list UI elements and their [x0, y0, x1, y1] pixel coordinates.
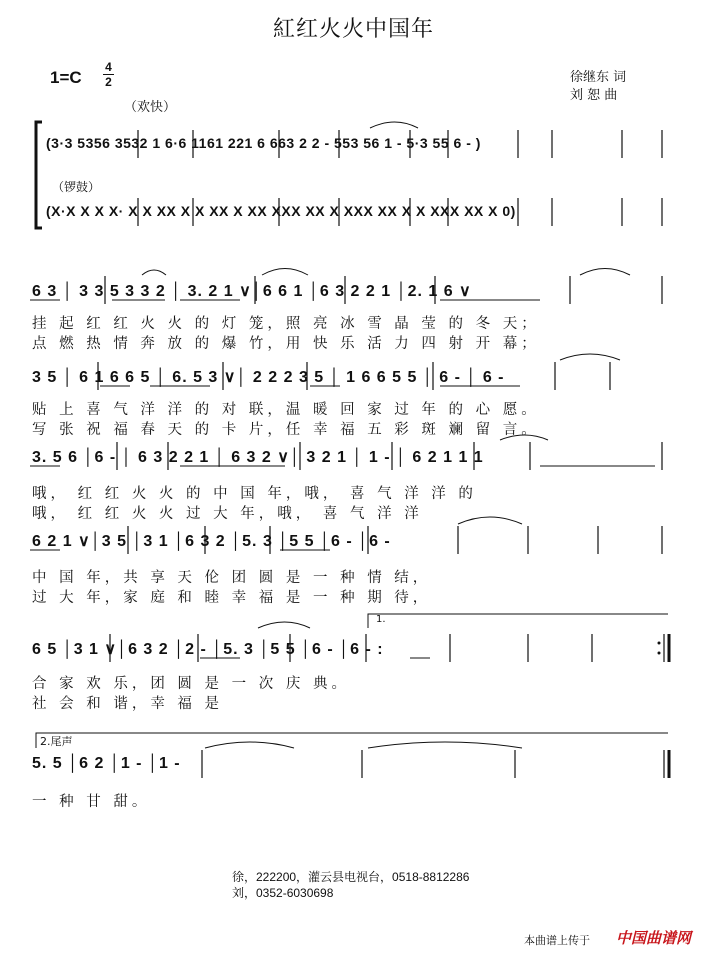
system-3-lyric-2: 哦， 红 红 火 火 过 大 年，哦， 喜 气 洋 洋: [32, 506, 423, 522]
system-1-lyric-1: 挂 起 红 红 火 火 的 灯 笼，照 亮 冰 雪 晶 莹 的 冬 天；: [32, 316, 540, 332]
system-6-lyric-1: 一 种 甘 甜。: [32, 794, 151, 810]
upload-note: 本曲谱上传于: [524, 934, 590, 947]
system-5-lyric-2: 社 会 和 谐，幸 福 是: [32, 696, 224, 712]
song-title: 紅红火火中国年: [272, 17, 434, 42]
system-4-notes: 6 2 1 ∨│3 5 │3 1 │6 3 2 │5. 3 │5 5 │6 - │6 -: [32, 533, 391, 550]
composer-credit: 刘 恕 曲: [570, 88, 618, 103]
system-4-lyric-2: 过 大 年，家 庭 和 睦 幸 福 是 一 种 期 待，: [32, 590, 432, 606]
system-3-notes: 3. 5 6 │6 - │ 6 3 2 2 1 │ 6 3 2 ∨│ 3 2 1 │ 1 - │ 6 2 1 1 1: [32, 449, 484, 466]
percussion-label: （锣鼓）: [52, 180, 101, 194]
system-2-notes: 3 5 │ 6 1 6 6 5 │ 6. 5 3 ∨│ 2 2 2 3 5 │ 1 6 6 5 5 │ 6 - │ 6 -: [32, 369, 505, 386]
system-4-lyric-1: 中 国 年，共 享 天 伦 团 圆 是 一 种 情 结，: [32, 570, 432, 586]
system-2-lyric-1: 贴 上 喜 气 洋 洋 的 对 联，温 暖 回 家 过 年 的 心 愿。: [32, 402, 540, 418]
intro-melody: (3·3 5356 3532 1 6·6 1161 221 6 663 2 2 - 553 56 1 - 5·3 55 6 - ): [46, 135, 481, 151]
system-5-notes: 6 5 │3 1 ∨│6 3 2 │2 - │5. 3 │5 5 │6 - │6 - :: [32, 641, 384, 658]
time-signature-bottom: 2: [105, 75, 112, 89]
footer-contact-1: 徐，222200，灌云县电视台，0518-8812286: [232, 870, 470, 884]
site-logo: 中国曲谱网: [616, 929, 692, 947]
system-1-notes: 6 3 │ 3 3 5 3 3 2 │ 3. 2 1 ∨│6 6 1 │6 3 2 2 1 │2. 1 6 ∨: [32, 283, 472, 300]
system-2-lyric-2: 写 张 祝 福 春 天 的 卡 片，任 幸 福 五 彩 斑 斓 留 言。: [32, 422, 540, 438]
footer-contact-2: 刘，0352-6030698: [232, 886, 334, 900]
volta-2-label: 2.尾声: [40, 735, 73, 748]
intro-percussion: (X·X X X X· X X XX X X XX X XX XXX XX X XXX XX X X XXX XX X 0): [46, 203, 516, 219]
tempo-marking: （欢快）: [124, 100, 177, 115]
volta-1-label: 1.: [376, 614, 386, 625]
lyricist-credit: 徐继东 词: [570, 70, 627, 85]
system-3-lyric-1: 哦， 红 红 火 火 的 中 国 年，哦， 喜 气 洋 洋 的: [32, 486, 477, 502]
system-6-notes: 5. 5 │6 2 │1 - │1 -: [32, 755, 181, 772]
time-signature: [103, 60, 114, 89]
system-5-lyric-1: 合 家 欢 乐，团 圆 是 一 次 庆 典。: [32, 676, 350, 692]
key-signature: 1=C: [50, 68, 82, 87]
system-1-lyric-2: 点 燃 热 情 奔 放 的 爆 竹，用 快 乐 活 力 四 射 开 幕；: [32, 336, 540, 352]
time-signature-top: 4: [105, 60, 112, 74]
